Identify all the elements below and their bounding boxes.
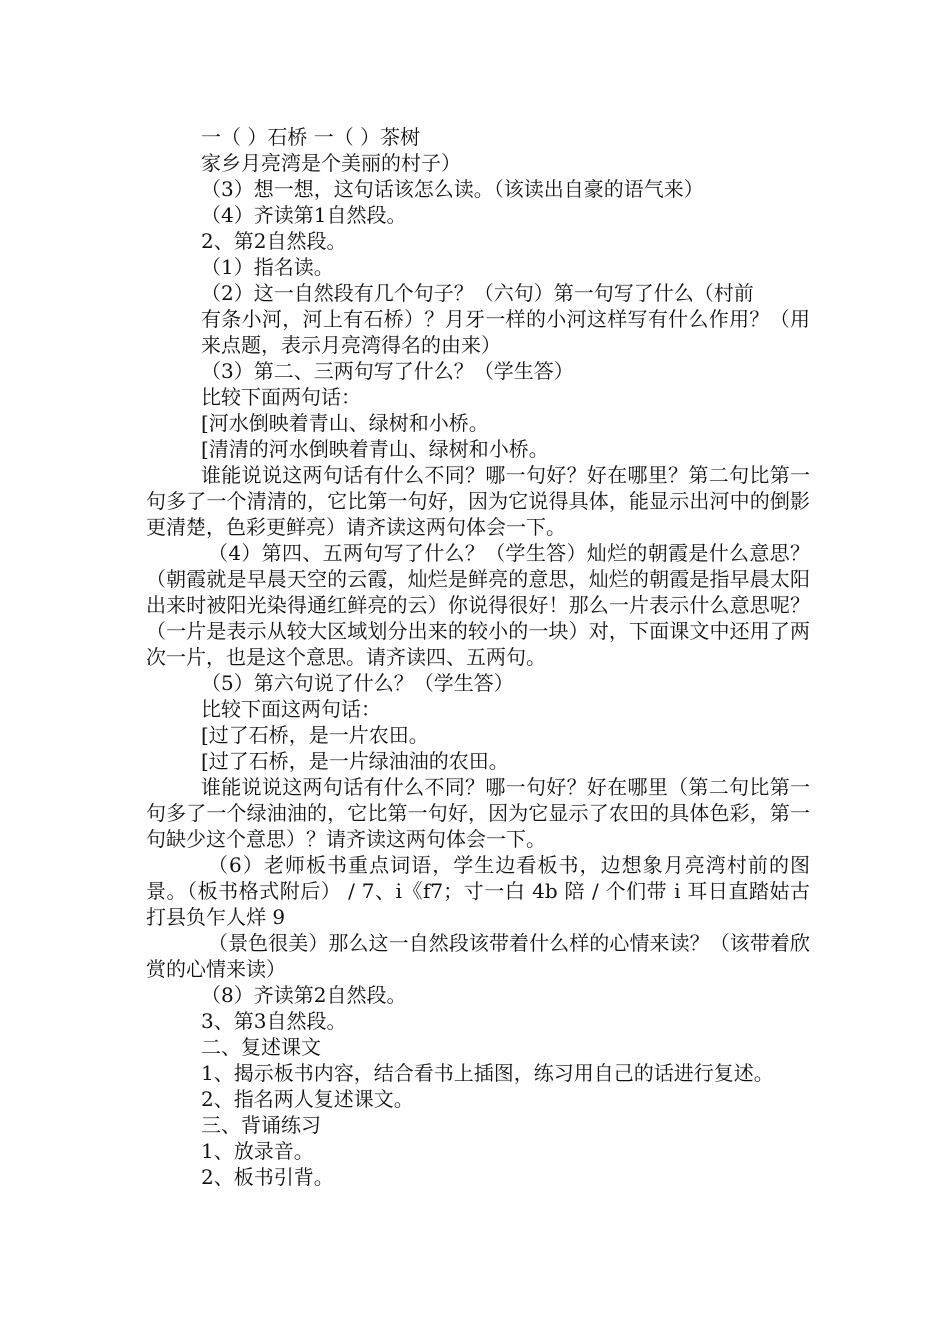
- document-body: [146, 124, 810, 1190]
- section-heading: 二、复述课文: [201, 1035, 321, 1059]
- text-line: 2、指名两人复述课文。: [201, 1087, 414, 1111]
- paragraph: 谁能说说这两句话有什么不同？哪一句好？好在哪里？第二句比第一句多了一个清清的，它比第一句好，因为它说得具体，能显示出河中的倒影更清楚，色彩更鲜亮）请齐读这两句体会一下。: [146, 463, 810, 539]
- text-line: [过了石桥，是一片农田。: [201, 723, 429, 747]
- paragraph: （4）第四、五两句写了什么？（学生答）灿烂的朝霞是什么意思？（朝霞就是早晨天空的云霞，灿烂是鲜亮的意思，灿烂的朝霞是指早晨太阳出来时被阳光染得通红鲜亮的云）你说得很好！那么一片表示什么意思呢？（一片是表示从较大区域划分出来的较小的一块）对，下面课文中还用了两次一片，也是这个意思。请齐读四、五两句。: [146, 541, 810, 669]
- text-line: 比较下面两句话：: [201, 385, 361, 409]
- paragraph: （景色很美）那么这一自然段该带着什么样的心情来读？（该带着欣赏的心情来读）: [146, 931, 810, 981]
- paragraph: 谁能说说这两句话有什么不同？哪一句好？好在哪里（第二句比第一句多了一个绿油油的，它比第一句好，因为它显示了农田的具体色彩，第一句缺少这个意思）？请齐读这两句体会一下。: [146, 775, 810, 851]
- text-line: [清清的河水倒映着青山、绿树和小桥。: [201, 437, 549, 461]
- text-line: [河水倒映着青山、绿树和小桥。: [201, 411, 489, 435]
- paragraph: 1、揭示板书内容，结合看书上插图，练习用自己的话进行复述。: [201, 1061, 774, 1085]
- text-line: 比较下面这两句话：: [201, 697, 381, 721]
- text-line: 1、放录音。: [201, 1139, 314, 1163]
- text-line: （8）齐读第2自然段。: [201, 983, 407, 1007]
- section-heading: 3、第3自然段。: [201, 1009, 347, 1033]
- text-line: 一（ ）石桥 一（ ）茶树: [201, 125, 421, 149]
- text-line: 家乡月亮湾是个美丽的村子）: [201, 151, 461, 175]
- text-line: 2、板书引背。: [201, 1165, 334, 1189]
- text-line: （1）指名读。: [201, 255, 334, 279]
- section-heading: 2、第2自然段。: [201, 229, 347, 253]
- paragraph: （6）老师板书重点词语，学生边看板书，边想象月亮湾村前的图景。（板书格式附后） / 7、i《f7；寸一白 4b 陪 / 个们带 i 耳日直踏姑古打县负乍人烊 9: [146, 853, 810, 929]
- paragraph: （2）这一自然段有几个句子？（六句）第一句写了什么（村前: [201, 281, 754, 305]
- section-heading: 三、背诵练习: [201, 1113, 321, 1137]
- text-line: （5）第六句说了什么？（学生答）: [201, 671, 514, 695]
- text-line: （4）齐读第1自然段。: [201, 203, 407, 227]
- text-line: [过了石桥，是一片绿油油的农田。: [201, 749, 509, 773]
- text-line: （3）第二、三两句写了什么？（学生答）: [201, 359, 574, 383]
- text-line: （3）想一想，这句话该怎么读。（该读出自豪的语气来）: [201, 177, 704, 201]
- paragraph: 有条小河，河上有石桥）？月牙一样的小河这样写有什么作用？（用来点题，表示月亮湾得名的由来）: [201, 307, 810, 357]
